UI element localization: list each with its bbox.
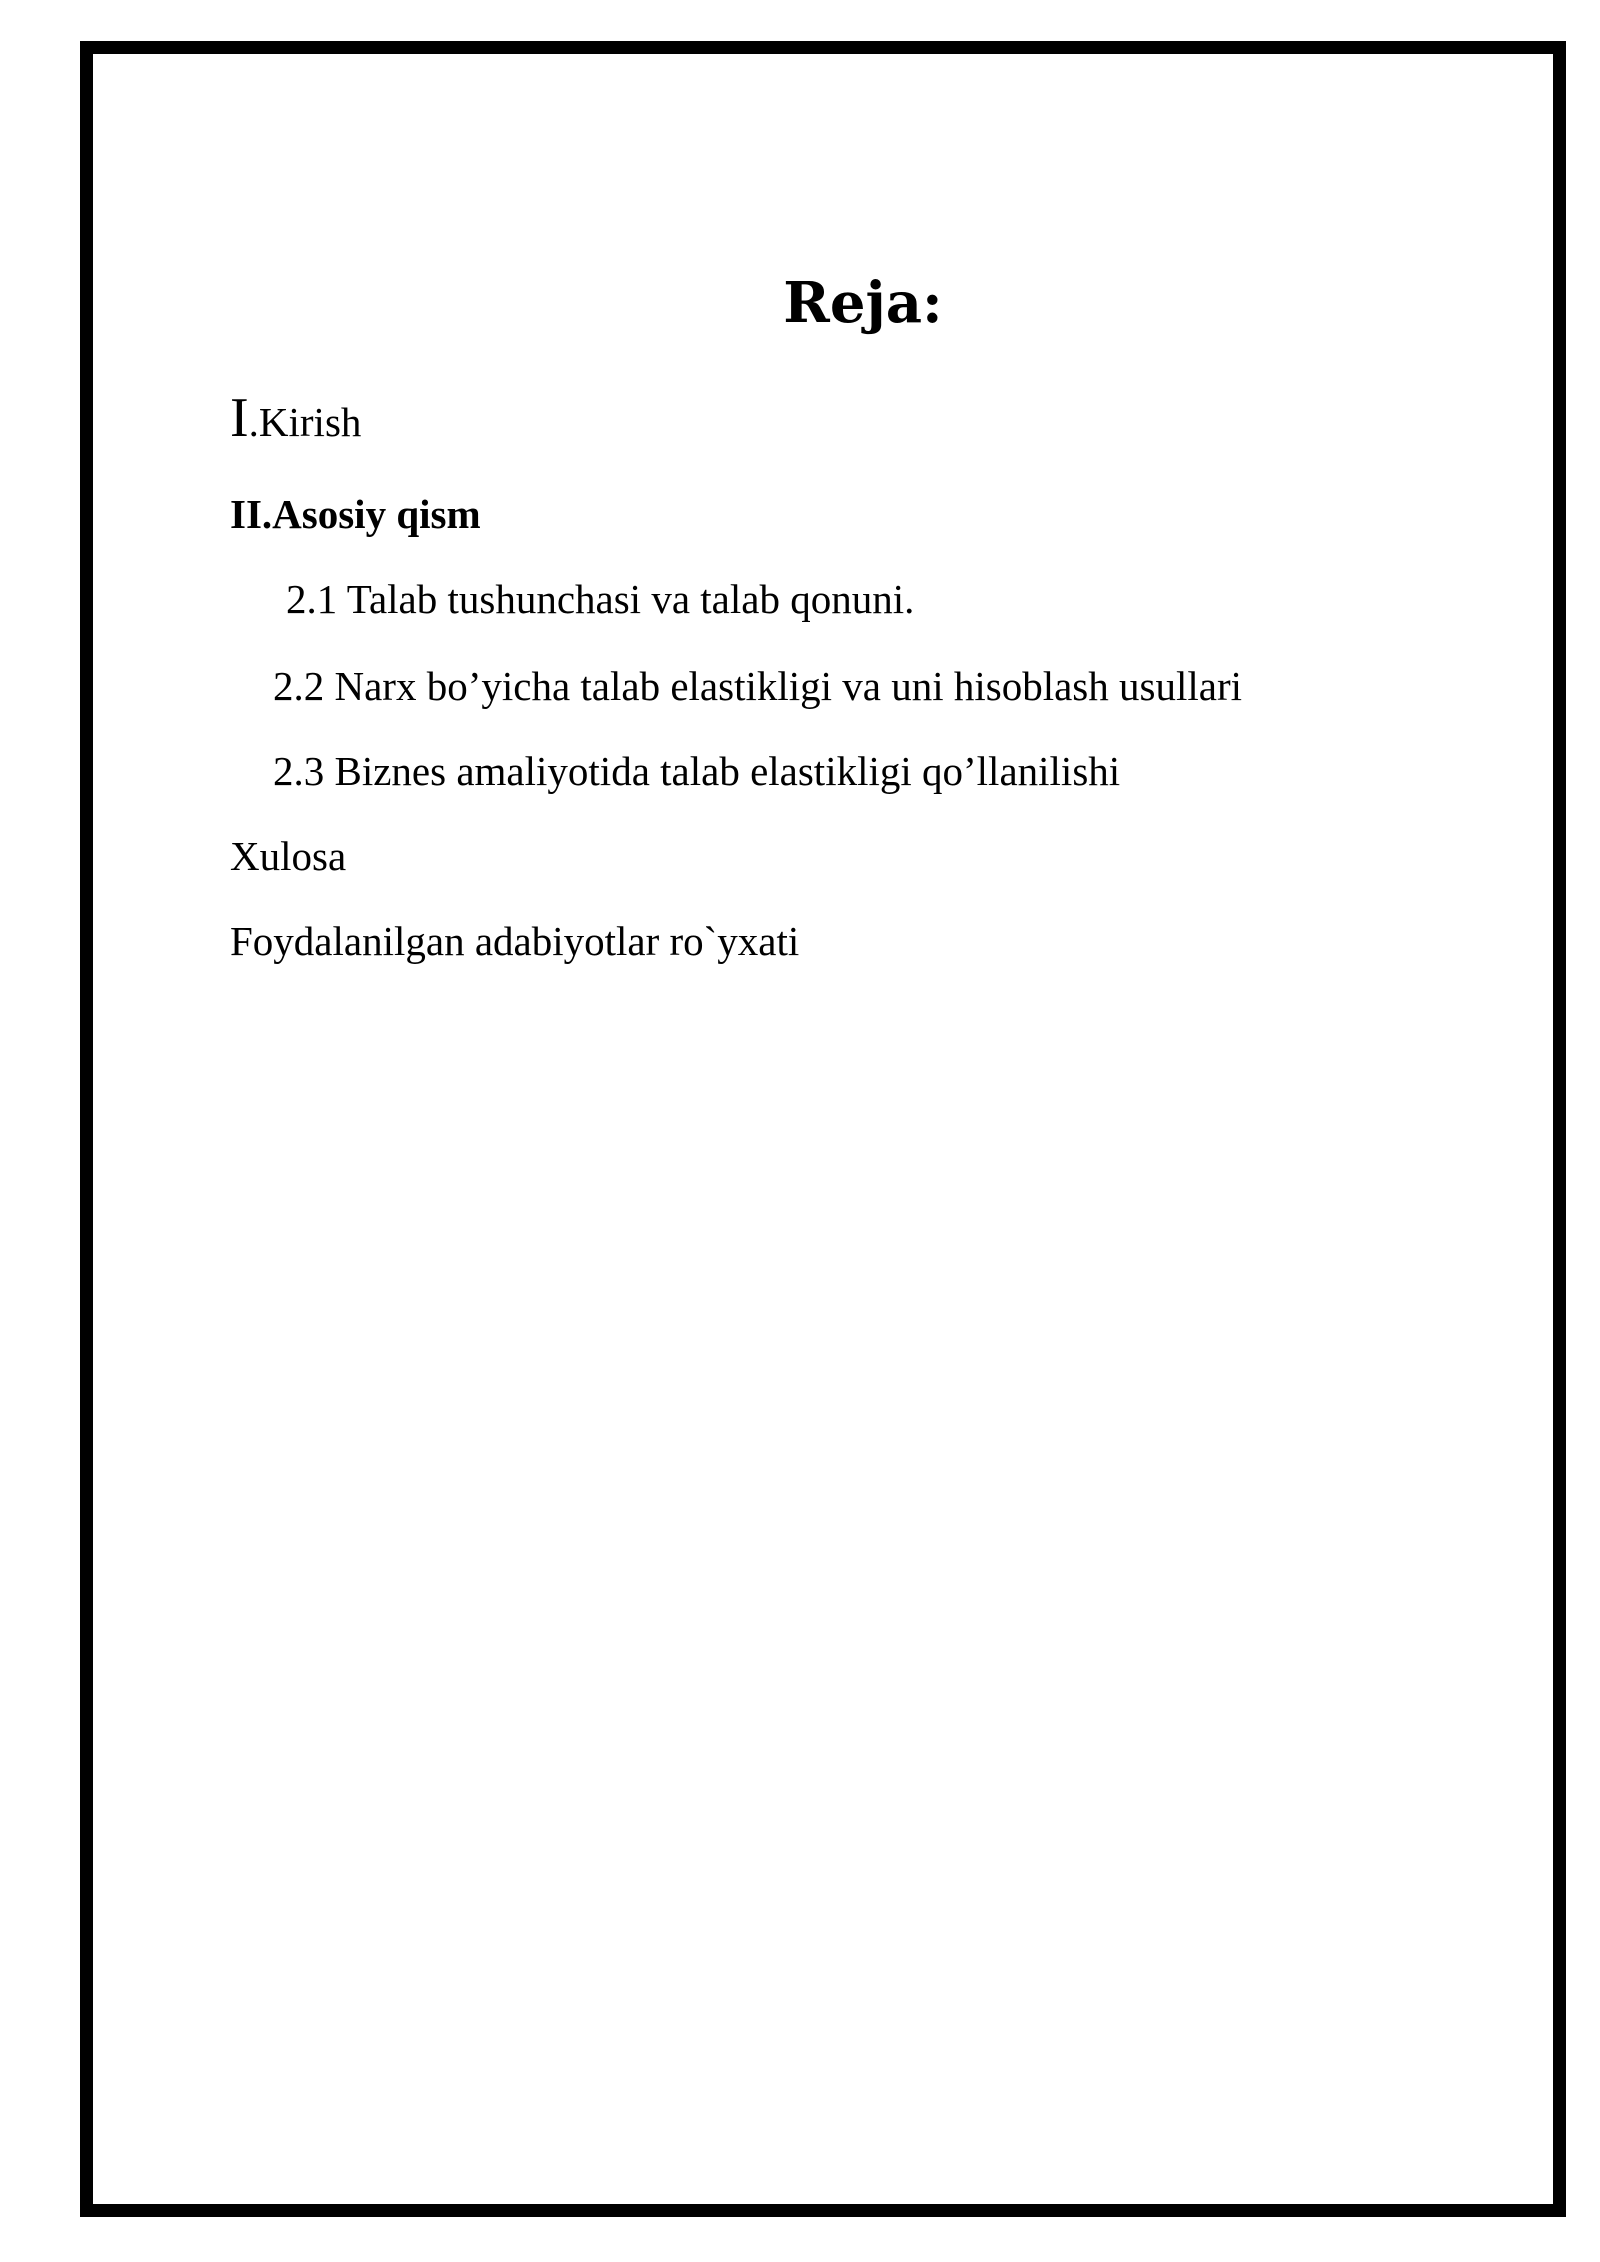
page-border: [80, 41, 1566, 2217]
roman-numeral: I: [230, 387, 249, 449]
toc-item-asosiy-qism: II.Asosiy qism: [230, 491, 481, 537]
toc-item-adabiyotlar: Foydalanilgan adabiyotlar ro`yxati: [230, 918, 800, 964]
toc-item-label: .Kirish: [248, 399, 362, 445]
toc-item-kirish: [230, 387, 362, 449]
page-title: Reja:: [783, 270, 943, 336]
toc-subitem-2-2: 2.2 Narx bo’yicha talab elastikligi va uni hisoblash usullari: [273, 663, 1242, 709]
toc-item-xulosa: Xulosa: [230, 833, 347, 879]
toc-subitem-2-3: 2.3 Biznes amaliyotida talab elastikligi qo’llanilishi: [273, 748, 1121, 794]
toc-subitem-2-1: 2.1 Talab tushunchasi va talab qonuni.: [286, 576, 915, 622]
